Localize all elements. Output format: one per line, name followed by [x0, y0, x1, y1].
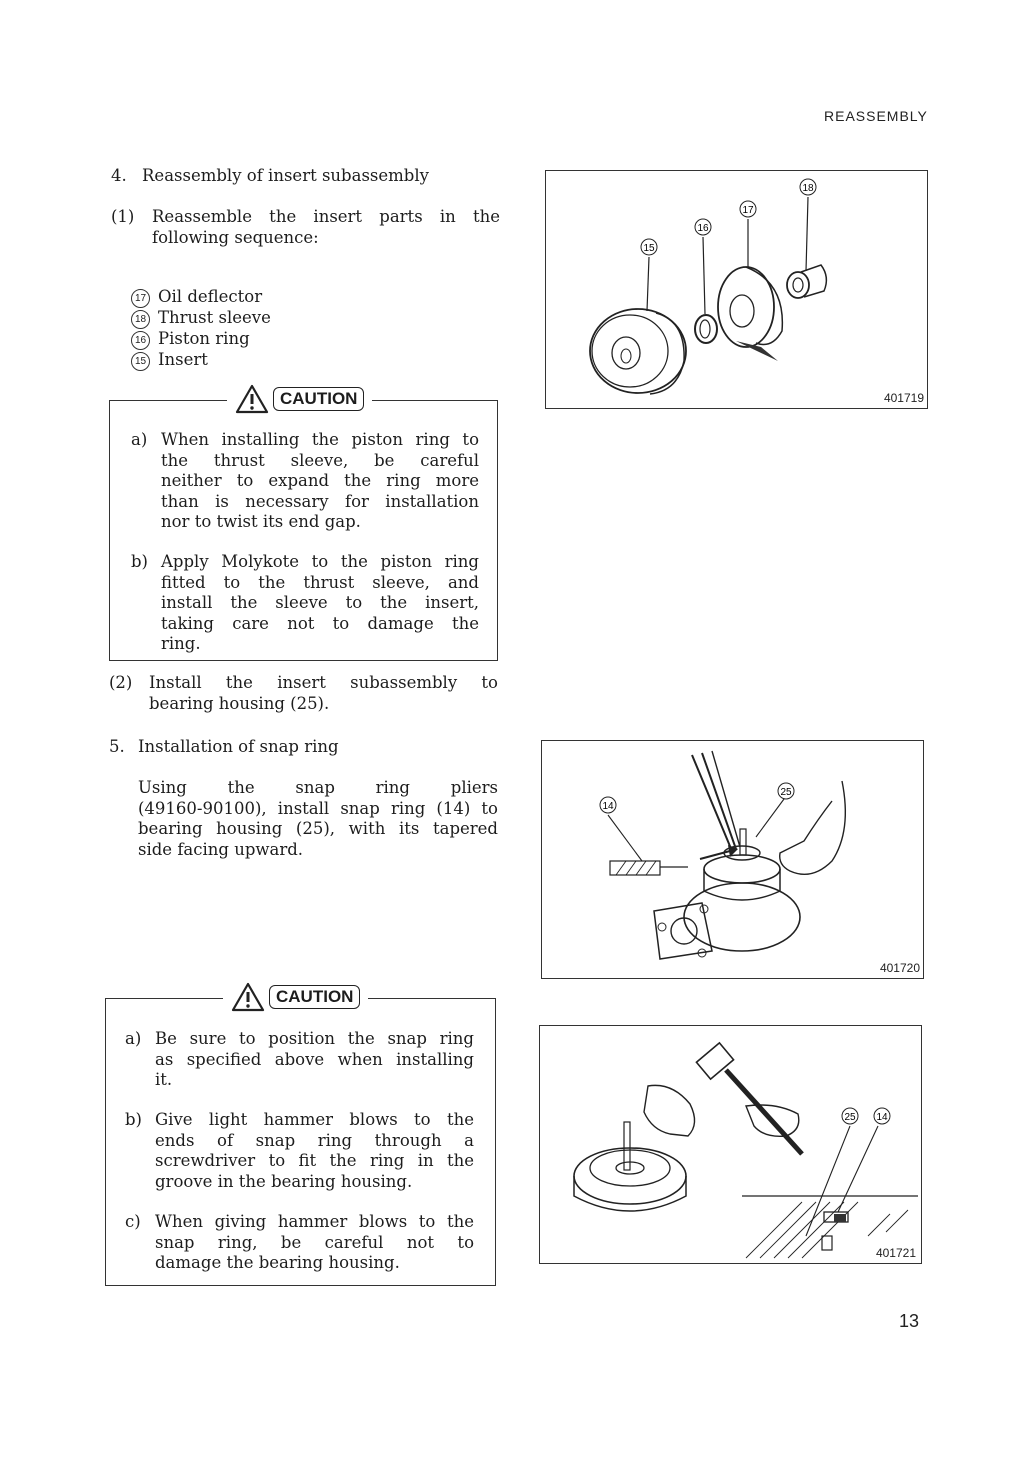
- warning-triangle-icon: [231, 982, 265, 1012]
- caution-label-2: CAUTION: [223, 982, 368, 1012]
- snap-ring-installation-illustration: [542, 741, 922, 977]
- figure-401719: [545, 170, 928, 409]
- step4-number: 4.: [111, 166, 127, 185]
- svg-text:16: 16: [697, 223, 709, 234]
- step5-text: Using the snap ring pliers (49160-90100), install snap ring (14) to bearing housing (25), with its tapered side facing upward.: [138, 778, 498, 859]
- svg-text:18: 18: [802, 183, 814, 194]
- svg-text:25: 25: [844, 1112, 856, 1123]
- svg-text:15: 15: [643, 243, 655, 254]
- step4-sub2-text: Install the insert subassembly to bearing housing (25).: [149, 673, 498, 713]
- callout-15: [641, 239, 657, 255]
- callout-16: [695, 219, 711, 235]
- figure-code: 401721: [875, 1246, 916, 1260]
- svg-text:14: 14: [602, 801, 614, 812]
- caution-box-1: CAUTION a) When installing the piston ring to the thrust sleeve, be careful neither to expand the ring more than is necessary for installation nor to twist its end gap. b) Apply Molykote to the piston ring fitted to the thrust sleeve, and install the sleeve to the insert, taking care not to damage the ring.: [109, 400, 498, 661]
- callout-25: [778, 783, 794, 799]
- callout-17: [740, 201, 756, 217]
- figure-401721: [539, 1025, 922, 1264]
- step4-sub1-label: (1): [111, 207, 135, 226]
- sequence-list: [131, 287, 271, 371]
- callout-14: [874, 1108, 890, 1124]
- insert-parts-illustration: [546, 171, 926, 407]
- sequence-item: 15 Insert: [131, 350, 271, 371]
- callout-18: [800, 179, 816, 195]
- step4-title: Reassembly of insert subassembly: [142, 166, 429, 185]
- step4-sub2-label: (2): [109, 673, 133, 692]
- section-header: REASSEMBLY: [824, 108, 928, 124]
- figure-401720: [541, 740, 924, 979]
- sequence-item: 16 Piston ring: [131, 329, 271, 350]
- step5-number: 5.: [109, 737, 125, 756]
- sequence-item: 18 Thrust sleeve: [131, 308, 271, 329]
- caution-label-1: CAUTION: [227, 384, 372, 414]
- callout-14: [600, 797, 616, 813]
- caution-box-2: CAUTION a) Be sure to position the snap ring as specified above when installing it. b) Give light hammer blows to the ends of snap ring through a screwdriver to fit the ring in the groove in the bearing housing. c) When giving hammer blows to the snap ring, be careful not to damage the bearing housing.: [105, 998, 496, 1286]
- step5-title: Installation of snap ring: [138, 737, 339, 756]
- hammer-screwdriver-illustration: [540, 1026, 920, 1262]
- svg-text:17: 17: [742, 205, 754, 216]
- figure-code: 401719: [883, 391, 924, 405]
- sequence-item: 17 Oil deflector: [131, 287, 271, 308]
- page-number: 13: [899, 1311, 920, 1331]
- step4-sub1-text: Reassemble the insert parts in the following sequence:: [152, 207, 500, 247]
- callout-25: [842, 1108, 858, 1124]
- warning-triangle-icon: [235, 384, 269, 414]
- svg-text:14: 14: [876, 1112, 888, 1123]
- svg-text:25: 25: [780, 787, 792, 798]
- figure-code: 401720: [879, 961, 920, 975]
